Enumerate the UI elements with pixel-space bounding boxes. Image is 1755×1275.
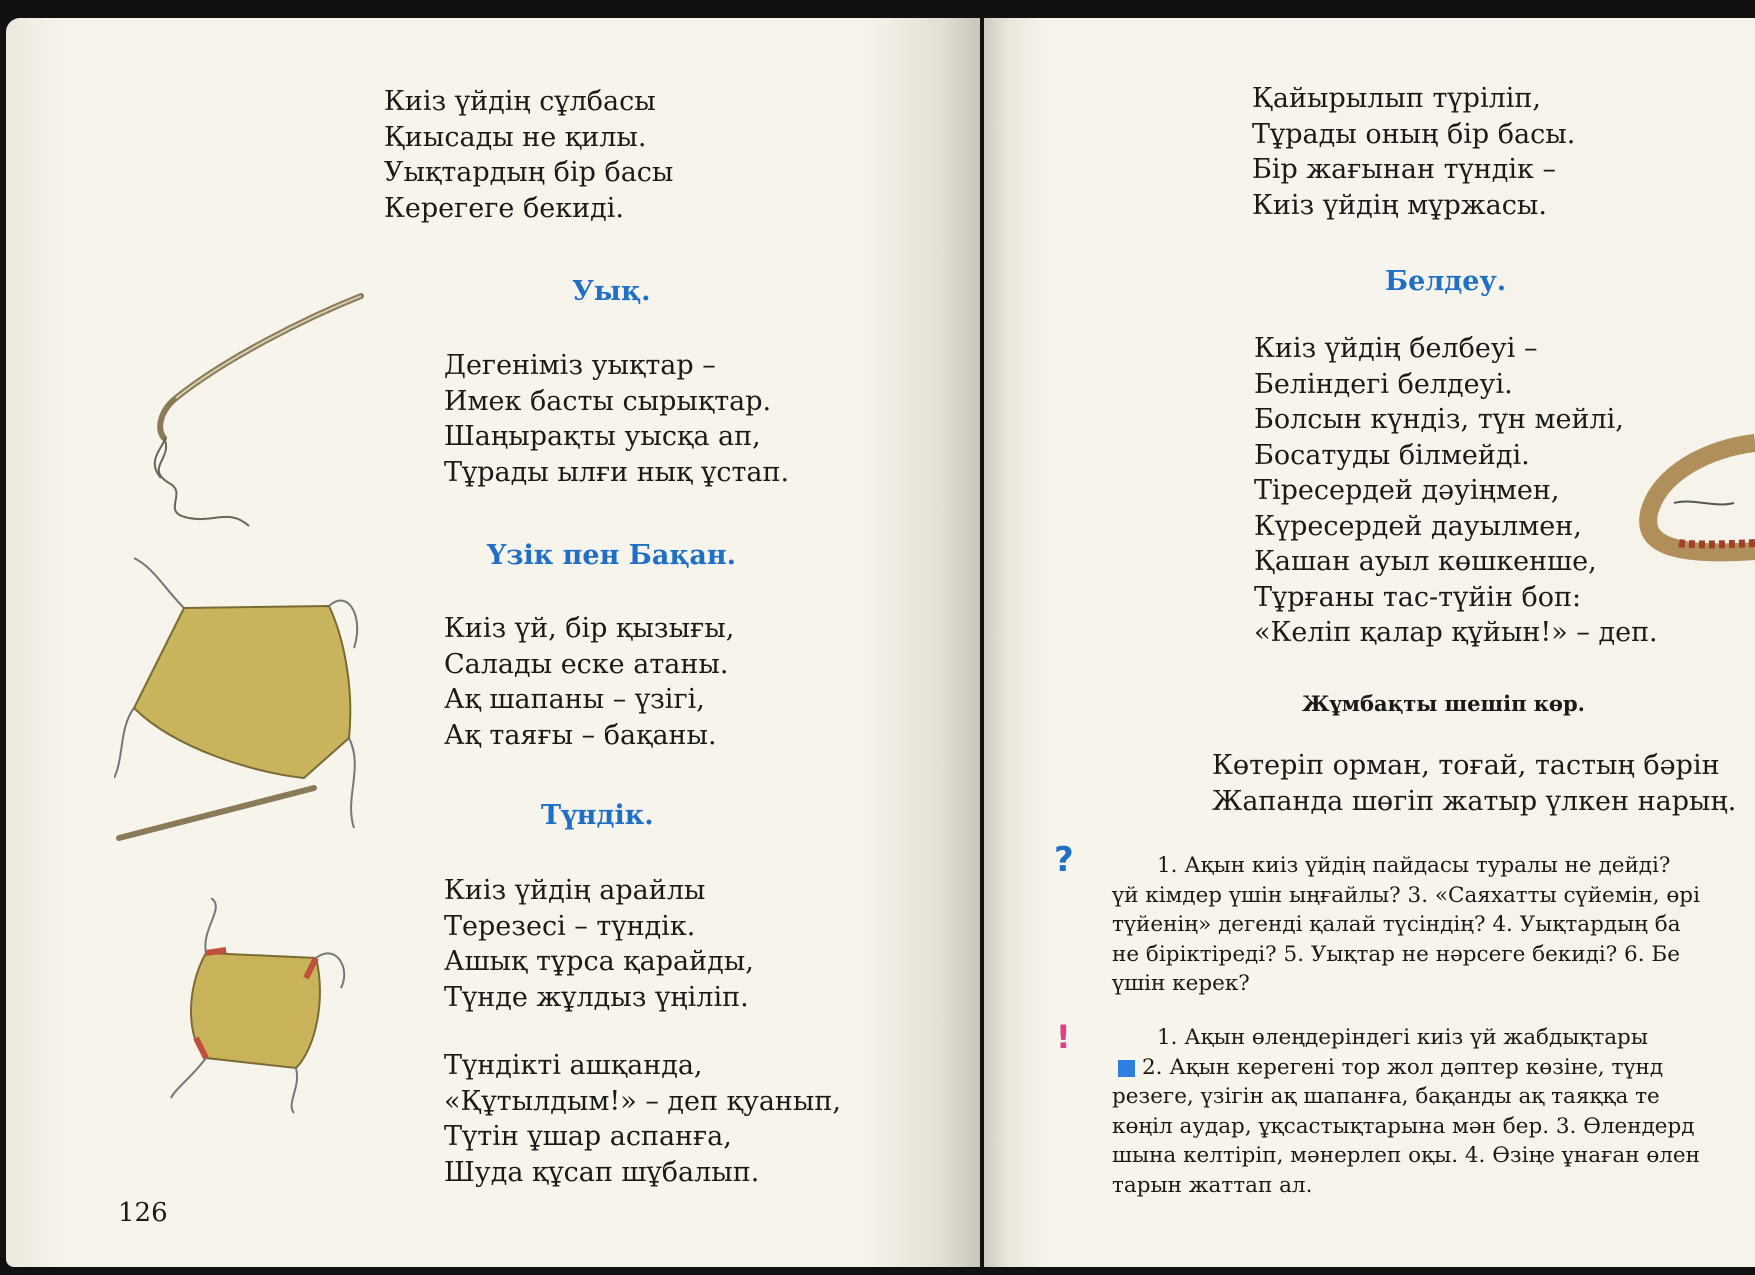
- verse-line: Киіз үйдің сұлбасы: [384, 86, 656, 117]
- heading-uzik: Үзік пен Бақан.: [487, 540, 737, 571]
- question-line: не біріктіреді? 5. Уықтар не нәрсеге бекиді? 6. Бе: [1112, 941, 1680, 967]
- verse-line: Ақ шапаны – үзігі,: [444, 684, 705, 715]
- verse-tundik: [444, 873, 754, 1015]
- felt-cover-icon: [114, 548, 394, 868]
- question-line: түйенің» дегенді қалай түсіндің? 4. Уықтардың ба: [1112, 912, 1681, 937]
- felt-square-icon: [166, 898, 366, 1118]
- task-line: тарын жаттап ал.: [1112, 1172, 1313, 1198]
- verse-line: Босатуды білмейді.: [1254, 439, 1530, 471]
- heading-tundik: Түндік.: [541, 800, 654, 831]
- question-line: 1. Ақын киіз үйдің пайдасы туралы не дейді?: [1157, 853, 1671, 878]
- verse-line: Күресердей дауылмен,: [1254, 510, 1582, 542]
- intro-verse-right: [1252, 81, 1575, 223]
- verse-line: Ашық тұрса қарайды,: [444, 946, 754, 977]
- question-line: үшін керек?: [1112, 971, 1250, 996]
- verse-line: «Келіп қалар құйын!» – деп.: [1254, 617, 1658, 648]
- task-line: шына келтіріп, мәнерлеп оқы. 4. Өзіңе ұнаған өлен: [1112, 1143, 1700, 1168]
- verse-line: Имек басты сырықтар.: [444, 385, 772, 417]
- task-line: 1. Ақын өлеңдеріндегі киіз үй жабдықтары: [1157, 1025, 1648, 1050]
- verse-line: Шуда құсап шұбалып.: [444, 1156, 760, 1188]
- verse-line: Қашан ауыл көшкенше,: [1254, 546, 1597, 577]
- verse-line: Болсын күндіз, түн мейлі,: [1254, 404, 1624, 435]
- exclamation-icon: !: [1056, 1018, 1071, 1056]
- heading-beldeu: Белдеу.: [1385, 266, 1507, 297]
- verse-tundik-2: [444, 1048, 841, 1190]
- heading-uyk: Уық.: [572, 276, 651, 307]
- verse-line: Киіз үйдің белбеуі –: [1254, 333, 1538, 364]
- intro-verse-left: [384, 84, 673, 226]
- verse-line: Түнде жұлдыз үңіліп.: [444, 981, 749, 1013]
- task-line: көңіл аудар, ұқсастықтарына мән бер. 3. Өлендерд: [1112, 1113, 1695, 1139]
- verse-line: Терезесі – түндік.: [444, 910, 696, 942]
- left-page: [6, 18, 980, 1267]
- verse-line: Беліндегі белдеуі.: [1254, 368, 1513, 400]
- verse-line: Шаңырақты уысқа ап,: [444, 421, 761, 452]
- verse-line: Тіресердей дәуіңмен,: [1254, 475, 1560, 506]
- verse-line: Түндікті ашқанда,: [444, 1050, 703, 1081]
- verse-line: Уықтардың бір басы: [384, 157, 674, 188]
- verse-line: «Құтылдым!» – деп қуанып,: [444, 1085, 841, 1117]
- task-line: 2. Ақын керегені тор жол дәптер көзіне, түнд: [1142, 1054, 1664, 1080]
- right-page: [984, 18, 1755, 1267]
- verse-line: Түтін ұшар аспанға,: [444, 1121, 732, 1152]
- verse-beldeu: [1254, 331, 1658, 651]
- question-icon: ?: [1054, 840, 1074, 880]
- verse-line: Көтеріп орман, тоғай, тастың бәрін: [1212, 750, 1720, 781]
- verse-line: Киіз үйдің мұржасы.: [1252, 189, 1547, 221]
- verse-line: Қайырылып түріліп,: [1252, 83, 1541, 114]
- verse-line: Тұрады ылғи нық ұстап.: [444, 456, 790, 488]
- verse-line: Жапанда шөгіп жатыр үлкен нарың.: [1212, 785, 1737, 817]
- riddle-title: Жұмбақты шешіп көр.: [1302, 691, 1585, 716]
- verse-line: Бір жағынан түндік –: [1252, 154, 1556, 185]
- verse-line: Салады еске атаны.: [444, 648, 729, 680]
- verse-line: Ақ таяғы – бақаны.: [444, 719, 717, 751]
- tasks-block: [1112, 1023, 1755, 1200]
- verse-line: Қиысады не қилы.: [384, 121, 647, 153]
- question-line: үй кімдер үшін ыңғайлы? 3. «Саяхатты сүйемін, өрі: [1112, 882, 1700, 908]
- task-line: резеге, үзігін ақ шапанға, бақанды ақ таяққа те: [1112, 1084, 1660, 1109]
- bent-pole-icon: [136, 288, 376, 548]
- page-number: 126: [118, 1198, 168, 1228]
- belt-strap-icon: [1639, 433, 1755, 573]
- verse-line: Тұрғаны тас-түйін боп:: [1254, 581, 1582, 613]
- verse-line: Керегеге бекиді.: [384, 192, 624, 224]
- verse-line: Киіз үйдің арайлы: [444, 875, 706, 906]
- verse-line: Дегеніміз уықтар –: [444, 350, 716, 381]
- verse-line: Киіз үй, бір қызығы,: [444, 613, 735, 644]
- verse-line: Тұрады оның бір басы.: [1252, 118, 1576, 150]
- verse-uyk: [444, 348, 789, 490]
- riddle-verse: [1212, 748, 1736, 819]
- verse-uzik: [444, 611, 734, 753]
- questions-block: [1112, 851, 1755, 999]
